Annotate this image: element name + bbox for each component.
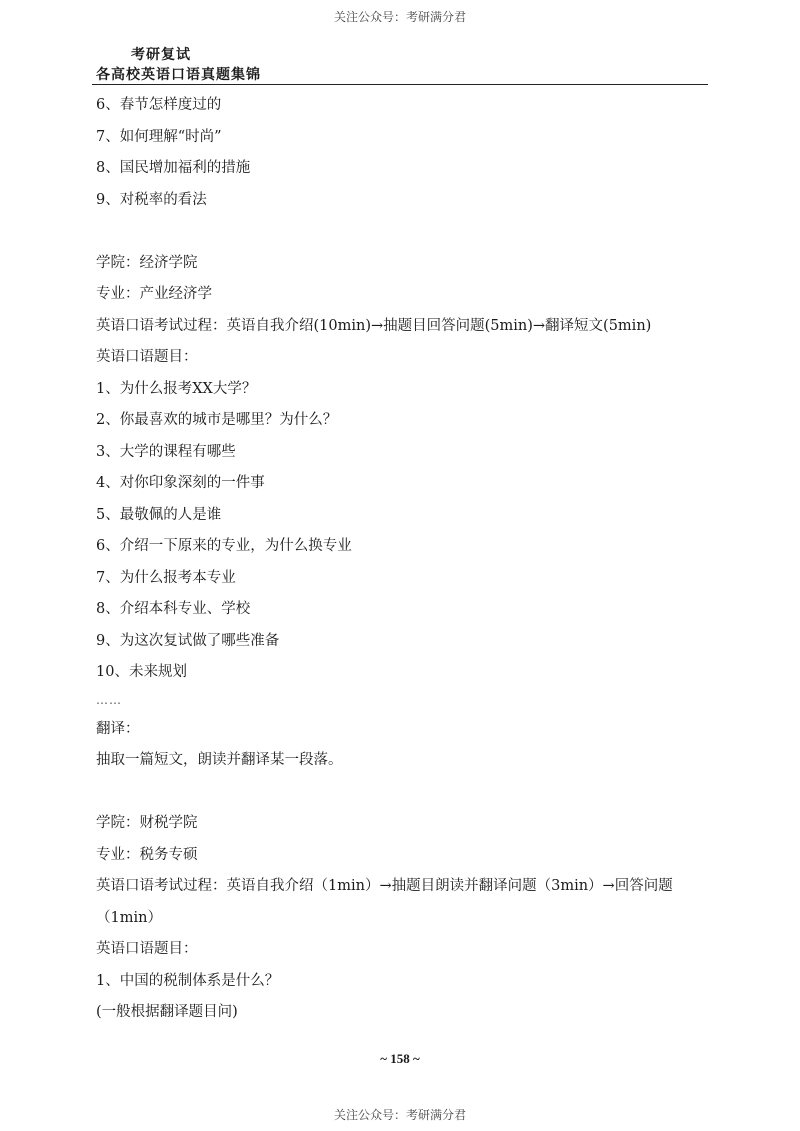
page-content	[96, 90, 716, 1029]
school-label: 学院：经济学院	[96, 254, 198, 271]
section-a-list	[96, 90, 716, 216]
exam-process: 英语口语考试过程：英语自我介绍(10min)→抽题目回答问题(5min)→翻译短文(5min)	[96, 317, 652, 334]
list-item: 9、为这次复试做了哪些准备	[96, 632, 280, 649]
list-item: 4、对你印象深刻的一件事	[96, 475, 265, 491]
note: (一般根据翻译题目问)	[96, 1004, 238, 1020]
list-item: 5、最敬佩的人是谁	[96, 506, 222, 523]
exam-process: 英语口语考试过程：英语自我介绍（1min）→抽题目朗读并翻译问题（3min）→回答问题（1min）	[96, 878, 673, 926]
list-item: 6、春节怎样度过的	[96, 97, 222, 113]
list-item: 6、介绍一下原来的专业，为什么换专业	[96, 538, 352, 554]
list-item: 1、为什么报考XX大学？	[96, 380, 257, 397]
header-title: 考研复试	[131, 47, 191, 63]
watermark-bottom: 关注公众号：考研满分君	[333, 1108, 466, 1122]
school-label: 学院：财税学院	[96, 815, 198, 831]
header-subtitle: 各高校英语口语真题集锦	[96, 67, 261, 83]
questions-label: 英语口语题目：	[96, 941, 198, 957]
section-c	[96, 808, 716, 1029]
list-item: 2、你最喜欢的城市是哪里？为什么？	[96, 412, 338, 428]
major-label: 专业：税务专硕	[96, 846, 198, 863]
translation-text: 抽取一篇短文，朗读并翻译某一段落。	[96, 752, 343, 768]
watermark-top: 关注公众号：考研满分君	[333, 10, 466, 24]
list-item: 3、大学的课程有哪些	[96, 443, 236, 460]
page-number: ~ 158 ~	[380, 1051, 420, 1066]
list-item: 7、为什么报考本专业	[96, 569, 236, 586]
header-rule	[92, 84, 708, 85]
list-item: 8、国民增加福利的措施	[96, 160, 251, 176]
list-item: 8、介绍本科专业、学校	[96, 601, 251, 617]
section-b	[96, 248, 716, 777]
list-item: 1、中国的税制体系是什么？	[96, 972, 280, 989]
major-label: 专业：产业经济学	[96, 286, 212, 302]
list-item: 7、如何理解“时尚”	[96, 128, 222, 145]
ellipsis: ……	[96, 692, 122, 707]
spacer	[96, 216, 716, 248]
list-item: 10、未来规划	[96, 664, 187, 680]
questions-label: 英语口语题目：	[96, 349, 198, 365]
list-item: 9、对税率的看法	[96, 191, 207, 208]
spacer	[96, 777, 716, 809]
translation-label: 翻译：	[96, 720, 140, 737]
